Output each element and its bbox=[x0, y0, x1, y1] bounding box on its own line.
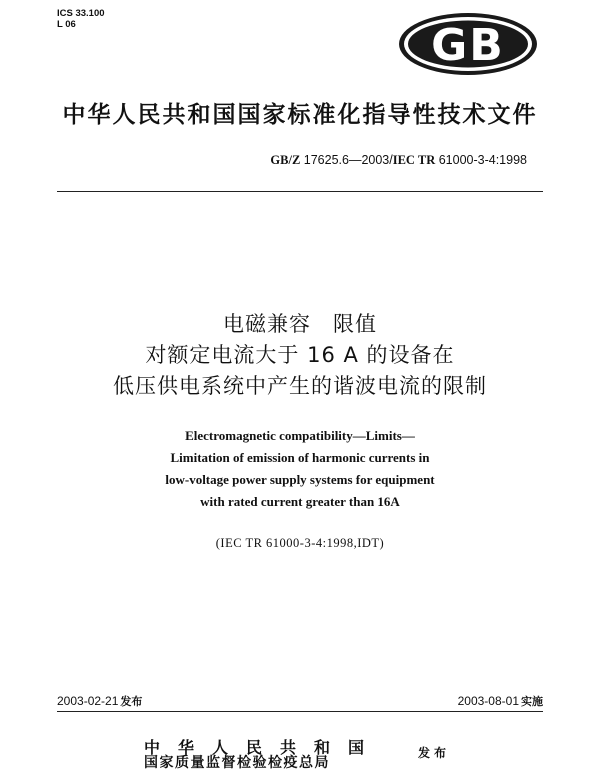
standard-type-heading: 中华人民共和国国家标准化指导性技术文件 bbox=[62, 102, 538, 128]
iec-prefix: IEC TR bbox=[392, 153, 436, 167]
issuer-country: 中华人民共和国 bbox=[144, 738, 383, 757]
title-cn-line: 对额定电流大于 16 A 的设备在 bbox=[145, 343, 455, 367]
issue-date bbox=[57, 693, 142, 709]
issuer-agency: 国家质量监督检验检疫总局 bbox=[144, 755, 330, 771]
ics-code-block bbox=[57, 8, 105, 30]
gb-logo bbox=[398, 12, 538, 76]
title-cn-line: 电磁兼容 限值 bbox=[223, 312, 377, 336]
publish-label: 发布 bbox=[418, 746, 451, 760]
adoption-note: (IEC TR 61000-3-4:1998,IDT) bbox=[215, 536, 385, 550]
title-en-line: Limitation of emission of harmonic currents in bbox=[170, 450, 430, 465]
title-cn-line: 低压供电系统中产生的谐波电流的限制 bbox=[113, 374, 487, 398]
iec-num: 61000-3-4:1998 bbox=[438, 153, 527, 167]
title-en-line: Electromagnetic compatibility—Limits— bbox=[185, 428, 415, 443]
logo-text: GB bbox=[431, 20, 505, 71]
std-num: 17625.6—2003/ bbox=[303, 153, 393, 167]
title-en bbox=[0, 425, 600, 513]
implement-date bbox=[458, 693, 543, 709]
standard-number bbox=[270, 153, 527, 168]
title-cn bbox=[0, 309, 600, 402]
top-divider bbox=[57, 191, 543, 192]
class-code: L 06 bbox=[57, 19, 76, 30]
implement-date-value: 2003-08-01 bbox=[457, 694, 519, 708]
bottom-divider bbox=[57, 711, 543, 712]
issue-date-label: 发布 bbox=[120, 695, 143, 708]
title-en-line: with rated current greater than 16A bbox=[200, 494, 400, 509]
std-prefix: GB/Z bbox=[270, 153, 301, 167]
ics-code: ICS 33.100 bbox=[57, 8, 105, 19]
issue-date-value: 2003-02-21 bbox=[57, 694, 119, 708]
implement-date-label: 实施 bbox=[521, 695, 543, 708]
title-en-line: low-voltage power supply systems for equipment bbox=[165, 472, 435, 487]
